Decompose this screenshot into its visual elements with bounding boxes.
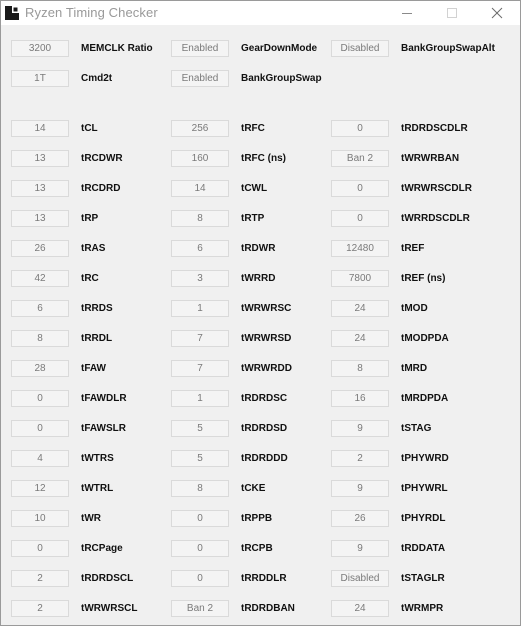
twrwrsc-label: tWRWRSC (241, 303, 292, 314)
bankgroupswap-value: Enabled (171, 70, 229, 87)
tras-label: tRAS (81, 243, 106, 254)
twrwrscl-value: 2 (11, 600, 69, 617)
trdwr-label: tRDWR (241, 243, 276, 254)
tcwl-value: 14 (171, 180, 229, 197)
trfc-ns-value: 160 (171, 150, 229, 167)
tref-ns-value: 7800 (331, 270, 389, 287)
twr-label: tWR (81, 513, 101, 524)
trppb-label: tRPPB (241, 513, 273, 524)
trdrdscl-label: tRDRDSCL (81, 573, 134, 584)
tcl-value: 14 (11, 120, 69, 137)
tstag-label: tSTAG (401, 423, 432, 434)
trppb-value: 0 (171, 510, 229, 527)
bankgroupswapalt-label: BankGroupSwapAlt (401, 43, 495, 54)
tstaglr-value: Disabled (331, 570, 389, 587)
twtrl-value: 12 (11, 480, 69, 497)
twrwrsc-value: 1 (171, 300, 229, 317)
trp-label: tRP (81, 213, 99, 224)
tphywrl-label: tPHYWRL (401, 483, 448, 494)
tmrd-value: 8 (331, 360, 389, 377)
twrwrdd-value: 7 (171, 360, 229, 377)
trcdwr-value: 13 (11, 150, 69, 167)
bankgroupswap-label: BankGroupSwap (241, 73, 322, 84)
tras-value: 26 (11, 240, 69, 257)
trcpb-value: 0 (171, 540, 229, 557)
trp-value: 13 (11, 210, 69, 227)
bankgroupswapalt-value: Disabled (331, 40, 389, 57)
trcdrd-value: 13 (11, 180, 69, 197)
trdrddd-value: 5 (171, 450, 229, 467)
trcdrd-label: tRCDRD (81, 183, 121, 194)
trdrdsc-value: 1 (171, 390, 229, 407)
tmrd-label: tMRD (401, 363, 428, 374)
tstag-value: 9 (331, 420, 389, 437)
twr-value: 10 (11, 510, 69, 527)
trcpb-label: tRCPB (241, 543, 273, 554)
trddata-label: tRDDATA (401, 543, 446, 554)
cmd2t-value: 1T (11, 70, 69, 87)
trcpage-value: 0 (11, 540, 69, 557)
twtrs-label: tWTRS (81, 453, 114, 464)
trcdwr-label: tRCDWR (81, 153, 123, 164)
tphywrd-label: tPHYWRD (401, 453, 449, 464)
minimize-icon (401, 7, 413, 19)
trdrdsd-value: 5 (171, 420, 229, 437)
trc-label: tRC (81, 273, 99, 284)
tphyrdl-value: 26 (331, 510, 389, 527)
trrdl-value: 8 (11, 330, 69, 347)
memclk-ratio-label: MEMCLK Ratio (81, 43, 153, 54)
trdrdsd-label: tRDRDSD (241, 423, 288, 434)
close-icon (491, 7, 503, 19)
tmod-value: 24 (331, 300, 389, 317)
trfc-value: 256 (171, 120, 229, 137)
tfaw-value: 28 (11, 360, 69, 377)
geardownmode-value: Enabled (171, 40, 229, 57)
trdwr-value: 6 (171, 240, 229, 257)
close-button[interactable] (474, 1, 520, 25)
tmod-label: tMOD (401, 303, 428, 314)
tref-ns-label: tREF (ns) (401, 273, 446, 284)
trdrdscdlr-label: tRDRDSCDLR (401, 123, 468, 134)
trrds-label: tRRDS (81, 303, 113, 314)
twrmpr-value: 24 (331, 600, 389, 617)
trrdl-label: tRRDL (81, 333, 113, 344)
tphywrd-value: 2 (331, 450, 389, 467)
maximize-button[interactable] (429, 1, 475, 25)
tcke-label: tCKE (241, 483, 266, 494)
trdrdscl-value: 2 (11, 570, 69, 587)
tcl-label: tCL (81, 123, 98, 134)
twrwrsd-label: tWRWRSD (241, 333, 292, 344)
twrwrsd-value: 7 (171, 330, 229, 347)
tphywrl-value: 9 (331, 480, 389, 497)
trdrdsc-label: tRDRDSC (241, 393, 288, 404)
twtrs-value: 4 (11, 450, 69, 467)
trdrdban-value: Ban 2 (171, 600, 229, 617)
twrwrdd-label: tWRWRDD (241, 363, 292, 374)
trdrddd-label: tRDRDDD (241, 453, 288, 464)
twtrl-label: tWTRL (81, 483, 114, 494)
tmodpda-label: tMODPDA (401, 333, 449, 344)
twrrd-value: 3 (171, 270, 229, 287)
tfawdlr-label: tFAWDLR (81, 393, 127, 404)
trcpage-label: tRCPage (81, 543, 123, 554)
app-logo-icon (5, 6, 19, 20)
tref-label: tREF (401, 243, 425, 254)
twrwrban-value: Ban 2 (331, 150, 389, 167)
cmd2t-label: Cmd2t (81, 73, 113, 84)
trdrdban-label: tRDRDBAN (241, 603, 295, 614)
trdrdscdlr-value: 0 (331, 120, 389, 137)
tmrdpda-label: tMRDPDA (401, 393, 449, 404)
twrwrban-label: tWRWRBAN (401, 153, 460, 164)
twrrdscdlr-value: 0 (331, 210, 389, 227)
tfaw-label: tFAW (81, 363, 106, 374)
memclk-ratio-value: 3200 (11, 40, 69, 57)
trrddlr-label: tRRDDLR (241, 573, 287, 584)
geardownmode-label: GearDownMode (241, 43, 318, 54)
twrwrscl-label: tWRWRSCL (81, 603, 138, 614)
twrmpr-label: tWRMPR (401, 603, 444, 614)
twrwrscdlr-label: tWRWRSCDLR (401, 183, 472, 194)
twrwrscdlr-value: 0 (331, 180, 389, 197)
trddata-value: 9 (331, 540, 389, 557)
trtp-value: 8 (171, 210, 229, 227)
tfawslr-label: tFAWSLR (81, 423, 126, 434)
tstaglr-label: tSTAGLR (401, 573, 445, 584)
maximize-icon (446, 7, 458, 19)
window-title: Ryzen Timing Checker (25, 5, 158, 20)
twrrd-label: tWRRD (241, 273, 276, 284)
title-bar[interactable] (1, 1, 520, 25)
tfawdlr-value: 0 (11, 390, 69, 407)
trfc-label: tRFC (241, 123, 265, 134)
tref-value: 12480 (331, 240, 389, 257)
minimize-button[interactable] (384, 1, 430, 25)
twrrdscdlr-label: tWRRDSCDLR (401, 213, 470, 224)
trfc-ns-label: tRFC (ns) (241, 153, 286, 164)
tcke-value: 8 (171, 480, 229, 497)
trc-value: 42 (11, 270, 69, 287)
tphyrdl-label: tPHYRDL (401, 513, 446, 524)
trtp-label: tRTP (241, 213, 265, 224)
trrddlr-value: 0 (171, 570, 229, 587)
tmrdpda-value: 16 (331, 390, 389, 407)
trrds-value: 6 (11, 300, 69, 317)
tmodpda-value: 24 (331, 330, 389, 347)
tcwl-label: tCWL (241, 183, 268, 194)
tfawslr-value: 0 (11, 420, 69, 437)
